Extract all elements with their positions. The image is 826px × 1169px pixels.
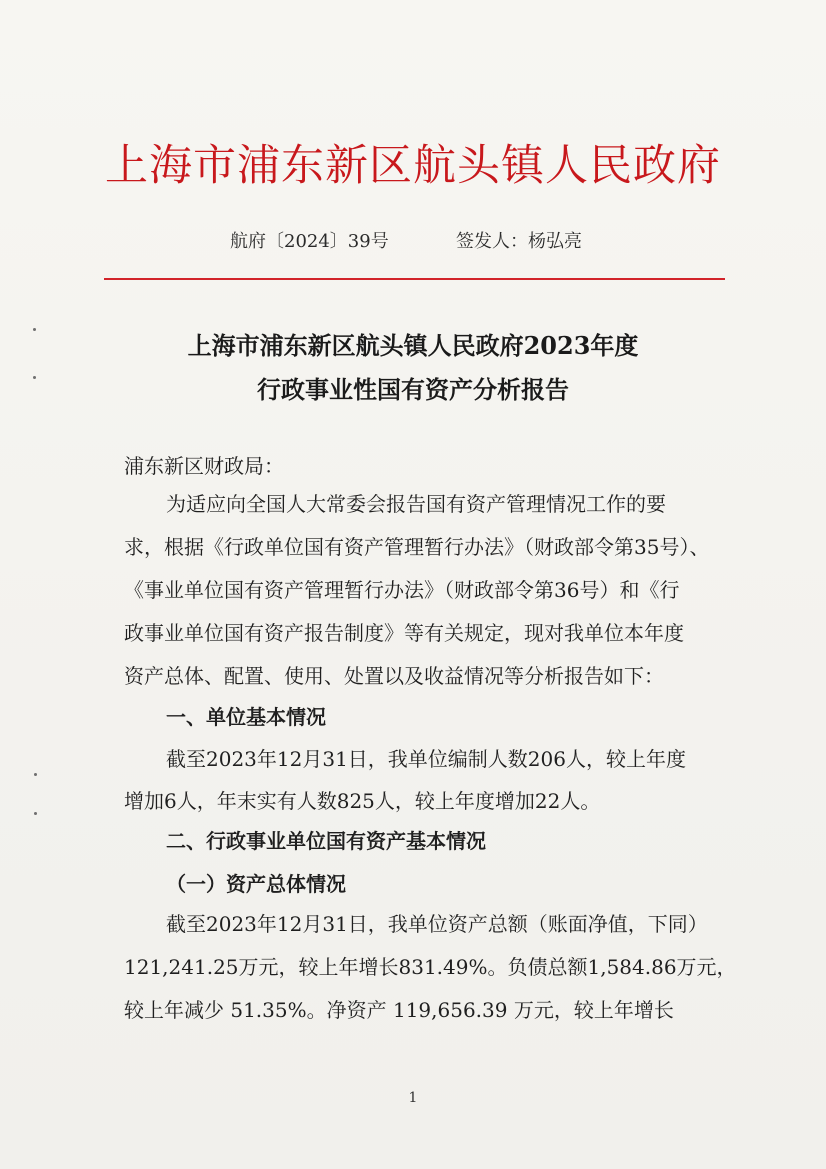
intro-line: 《事业单位国有资产管理暂行办法》（财政部令第36号）和《行 [124, 578, 680, 602]
intro-line: 为适应向全国人大常委会报告国有资产管理情况工作的要 [166, 492, 666, 516]
intro-line: 求，根据《行政单位国有资产管理暂行办法》（财政部令第35号）、 [124, 535, 710, 559]
signer: 签发人：杨弘亮 [456, 231, 582, 252]
document-number: 航府〔2024〕39号 [230, 231, 389, 252]
intro-line: 资产总体、配置、使用、处置以及收益情况等分析报告如下： [124, 664, 664, 688]
section-1-heading: 一、单位基本情况 [166, 705, 326, 729]
section-1-text-line: 增加6人，年末实有人数825人，较上年度增加22人。 [124, 789, 601, 813]
report-title-line-2: 行政事业性国有资产分析报告 [257, 375, 569, 404]
subsection-1-text-line: 截至2023年12月31日，我单位资产总额（账面净值，下同） [166, 912, 708, 936]
section-1-text-line: 截至2023年12月31日，我单位编制人数206人，较上年度 [166, 747, 686, 771]
scan-dot [34, 812, 37, 815]
report-title-line-1: 上海市浦东新区航头镇人民政府2023年度 [187, 331, 639, 360]
intro-line: 政事业单位国有资产报告制度》等有关规定，现对我单位本年度 [124, 621, 684, 645]
red-divider-line [104, 278, 725, 280]
subsection-1-text-line: 较上年减少 51.35%。净资产 119,656.39 万元，较上年增长 [124, 998, 674, 1022]
subsection-1-heading: （一）资产总体情况 [166, 872, 346, 896]
scan-dot [34, 773, 37, 776]
section-2-heading: 二、行政事业单位国有资产基本情况 [166, 829, 486, 853]
recipient-line: 浦东新区财政局： [124, 454, 284, 478]
government-header-title: 上海市浦东新区航头镇人民政府 [105, 141, 721, 191]
page-number: 1 [408, 1090, 418, 1106]
subsection-1-text-line: 121,241.25万元，较上年增长831.49%。负债总额1,584.86万元， [124, 955, 737, 979]
